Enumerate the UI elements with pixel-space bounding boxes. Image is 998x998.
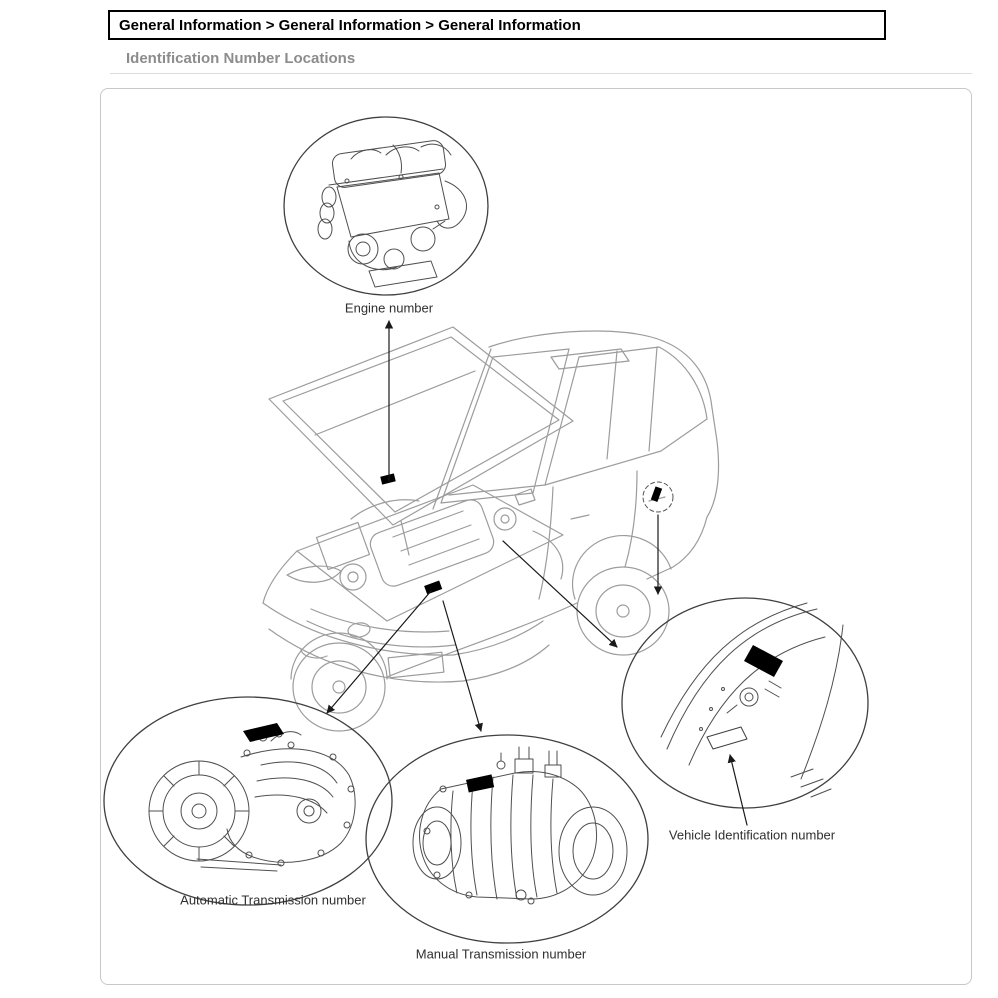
vin-location-marker (643, 482, 673, 512)
automatic-transmission-number-label: Automatic Transmission number (180, 892, 366, 908)
breadcrumb-text: General Information > General Information > General Information (119, 16, 581, 34)
leader-arrows (327, 321, 747, 825)
automatic-transmission-inset-illustration (104, 697, 392, 905)
car-illustration (263, 327, 719, 731)
vehicle-identification-number-label: Vehicle Identification number (668, 827, 836, 843)
engine-number-label: Engine number (344, 300, 434, 316)
identification-diagram (100, 88, 972, 985)
vin-inset-illustration (622, 598, 868, 808)
manual-transmission-number-label: Manual Transmission number (415, 946, 587, 962)
manual-transmission-inset-illustration (366, 735, 648, 943)
breadcrumb[interactable] (108, 10, 886, 40)
car-id-location-marks (380, 473, 442, 594)
engine-inset-illustration (284, 117, 488, 295)
diagram-svg (101, 89, 971, 984)
heading-divider (110, 73, 972, 74)
page-title: Identification Number Locations (126, 50, 356, 67)
